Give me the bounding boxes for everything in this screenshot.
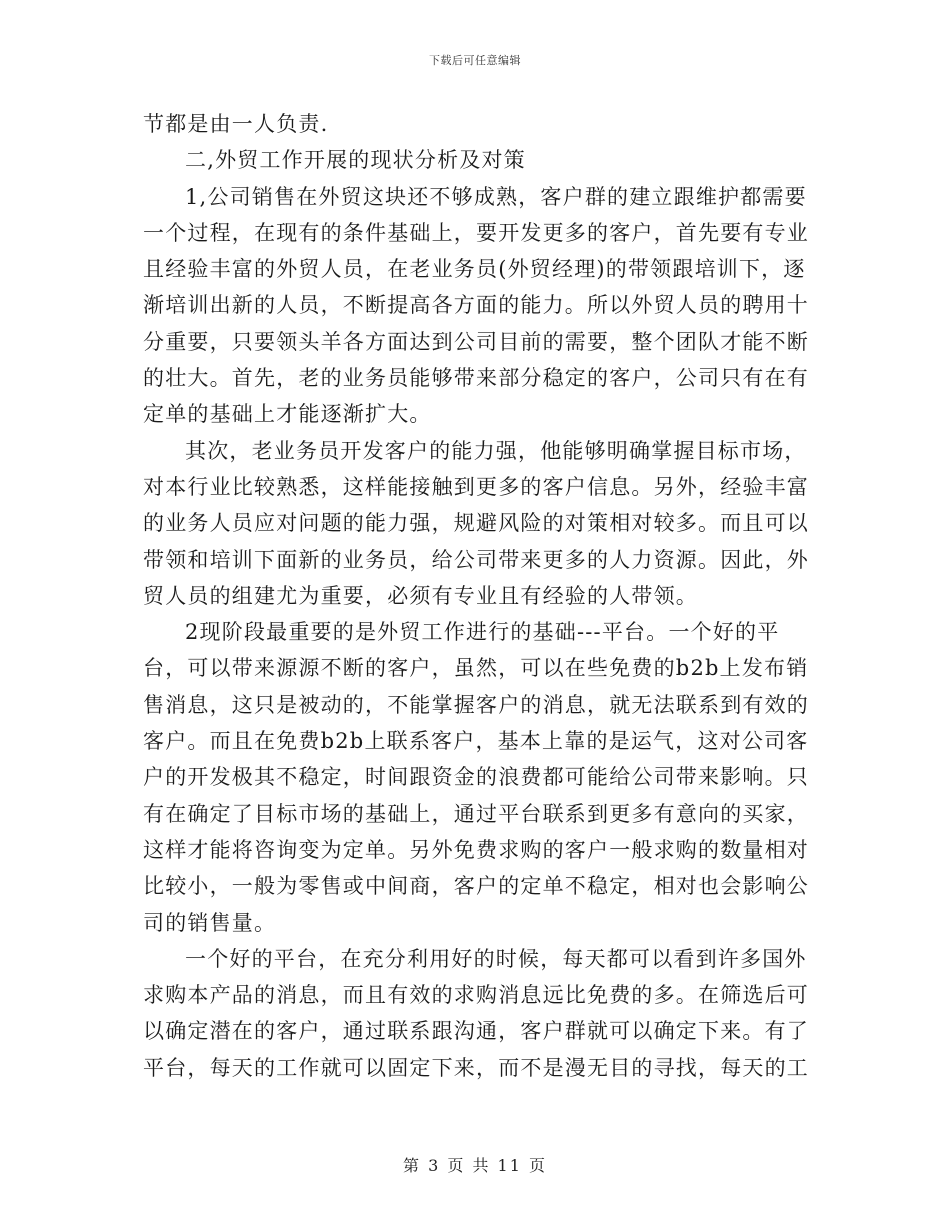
paragraph-continuation: 节都是由一人负责. [143,112,329,136]
paragraph: 2现阶段最重要的是外贸工作进行的基础---平台。一个好的平台，可以带来源源不断的客户，虽然，可以在些免费的b2b上发布销售消息，这只是被动的，不能掌握客户的消息，就无法联系到有效的客户。而且在免费b2b上联系客户，基本上靠的是运气，这对公司客户的开发极其不稳定，时间跟资金的浪费都可能给公司带来影响。只有在确定了目标市场的基础上，通过平台联系到更多有意向的买家，这样才能将咨询变为定单。另外免费求购的客户一般求购的数量相对比较小，一般为零售或中间商，客户的定单不稳定，相对也会影响公司的销售量。 [143,620,809,935]
page-header: 下载后可任意编辑 [429,54,521,67]
paragraph: 其次，老业务员开发客户的能力强，他能够明确掌握目标市场，对本行业比较熟悉，这样能接触到更多的客户信息。另外，经验丰富的业务人员应对问题的能力强，规避风险的对策相对较多。而且可以带领和培训下面新的业务员，给公司带来更多的人力资源。因此，外贸人员的组建尤为重要，必须有专业且有经验的人带领。 [143,438,809,608]
paragraph: 1,公司销售在外贸这块还不够成熟，客户群的建立跟维护都需要一个过程，在现有的条件基础上，要开发更多的客户，首先要有专业且经验丰富的外贸人员，在老业务员(外贸经理)的带领跟培训下，逐渐培训出新的人员，不断提高各方面的能力。所以外贸人员的聘用十分重要，只要领头羊各方面达到公司目前的需要，整个团队才能不断的壮大。首先，老的业务员能够带来部分稳定的客户，公司只有在有定单的基础上才能逐渐扩大。 [143,184,809,427]
page-number: 第 3 页 共 11 页 [403,1156,547,1175]
section-heading: 二,外贸工作开展的现状分析及对策 [185,148,526,173]
paragraph: 一个好的平台，在充分利用好的时候，每天都可以看到许多国外求购本产品的消息，而且有效的求购消息远比免费的多。在筛选后可以确定潜在的客户，通过联系跟沟通，客户群就可以确定下来。有了平台，每天的工作就可以固定下来，而不是漫无目的寻找，每天的工 [143,946,809,1080]
document-body [143,106,811,1086]
